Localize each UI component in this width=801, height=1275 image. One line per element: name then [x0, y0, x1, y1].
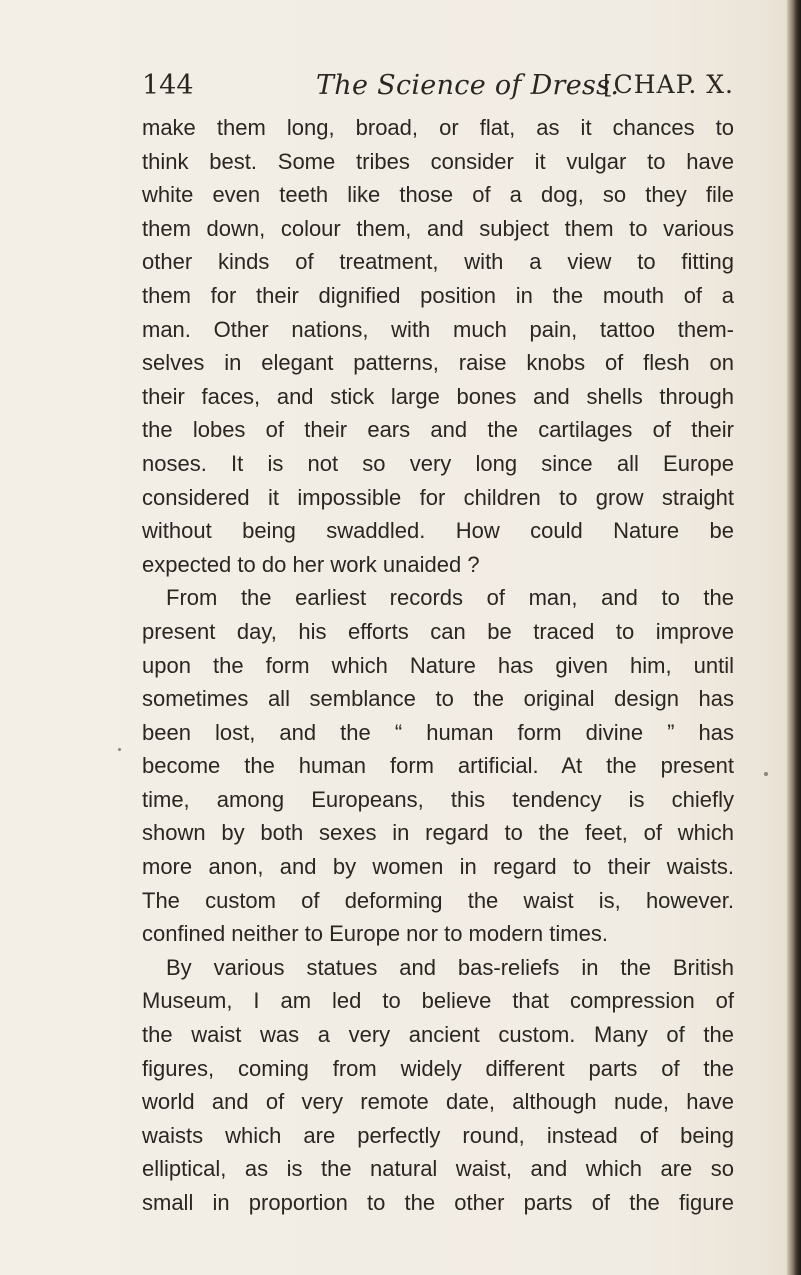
paper-speck — [118, 748, 121, 751]
text-line: confined neither to Europe nor to modern times. — [142, 921, 608, 947]
text-line: time, among Europeans, this tendency is chiefly — [142, 786, 734, 812]
text-line: From the earliest records of man, and to the — [166, 585, 734, 611]
text-line: man. Other nations, with much pain, tattoo them- — [142, 316, 734, 342]
text-line: their faces, and stick large bones and shells through — [142, 383, 734, 409]
text-line: world and of very remote date, although nude, have — [142, 1089, 734, 1115]
text-line: waists which are perfectly round, instead of being — [142, 1122, 734, 1148]
text-line: The custom of deforming the waist is, however. — [142, 887, 734, 913]
text-line: upon the form which Nature has given him, until — [142, 652, 734, 678]
binding-edge — [787, 0, 801, 1275]
page-number: 144 — [142, 70, 194, 101]
text-line: figures, coming from widely different parts of the — [142, 1055, 734, 1081]
paper-speck — [764, 772, 768, 776]
text-line: think best. Some tribes consider it vulgar to have — [142, 148, 734, 174]
text-line: make them long, broad, or flat, as it chances to — [142, 115, 734, 140]
text-line: them for their dignified position in the mouth of a — [142, 282, 734, 308]
text-line: By various statues and bas-reliefs in the British — [166, 954, 734, 980]
chapter-reference: [CHAP. X. — [602, 70, 734, 99]
text-line: without being swaddled. How could Nature be — [142, 518, 734, 544]
text-line: elliptical, as is the natural waist, and which are so — [142, 1156, 734, 1182]
text-line: considered it impossible for children to grow straight — [142, 484, 734, 510]
text-line: the lobes of their ears and the cartilages of their — [142, 417, 734, 443]
body-text — [142, 111, 734, 1220]
text-line: small in proportion to the other parts of the figure — [142, 1190, 734, 1215]
text-line: noses. It is not so very long since all Europe — [142, 450, 734, 476]
text-line: been lost, and the “ human form divine ” has — [142, 719, 734, 745]
text-line: other kinds of treatment, with a view to fitting — [142, 249, 734, 275]
text-line: expected to do her work unaided ? — [142, 551, 480, 577]
text-line: present day, his efforts can be traced to improve — [142, 618, 734, 644]
text-line: become the human form artificial. At the present — [142, 753, 734, 779]
running-title: The Science of Dress. — [316, 70, 620, 101]
page-header — [142, 70, 734, 110]
text-line: selves in elegant patterns, raise knobs of flesh on — [142, 350, 734, 376]
text-line: sometimes all semblance to the original design has — [142, 686, 734, 712]
text-line: the waist was a very ancient custom. Many of the — [142, 1022, 734, 1048]
text-line: more anon, and by women in regard to their waists. — [142, 854, 734, 880]
text-line: Museum, I am led to believe that compression of — [142, 988, 734, 1014]
text-line: them down, colour them, and subject them to various — [142, 215, 734, 241]
text-line: shown by both sexes in regard to the feet, of which — [142, 820, 734, 846]
text-line: white even teeth like those of a dog, so they file — [142, 182, 734, 208]
